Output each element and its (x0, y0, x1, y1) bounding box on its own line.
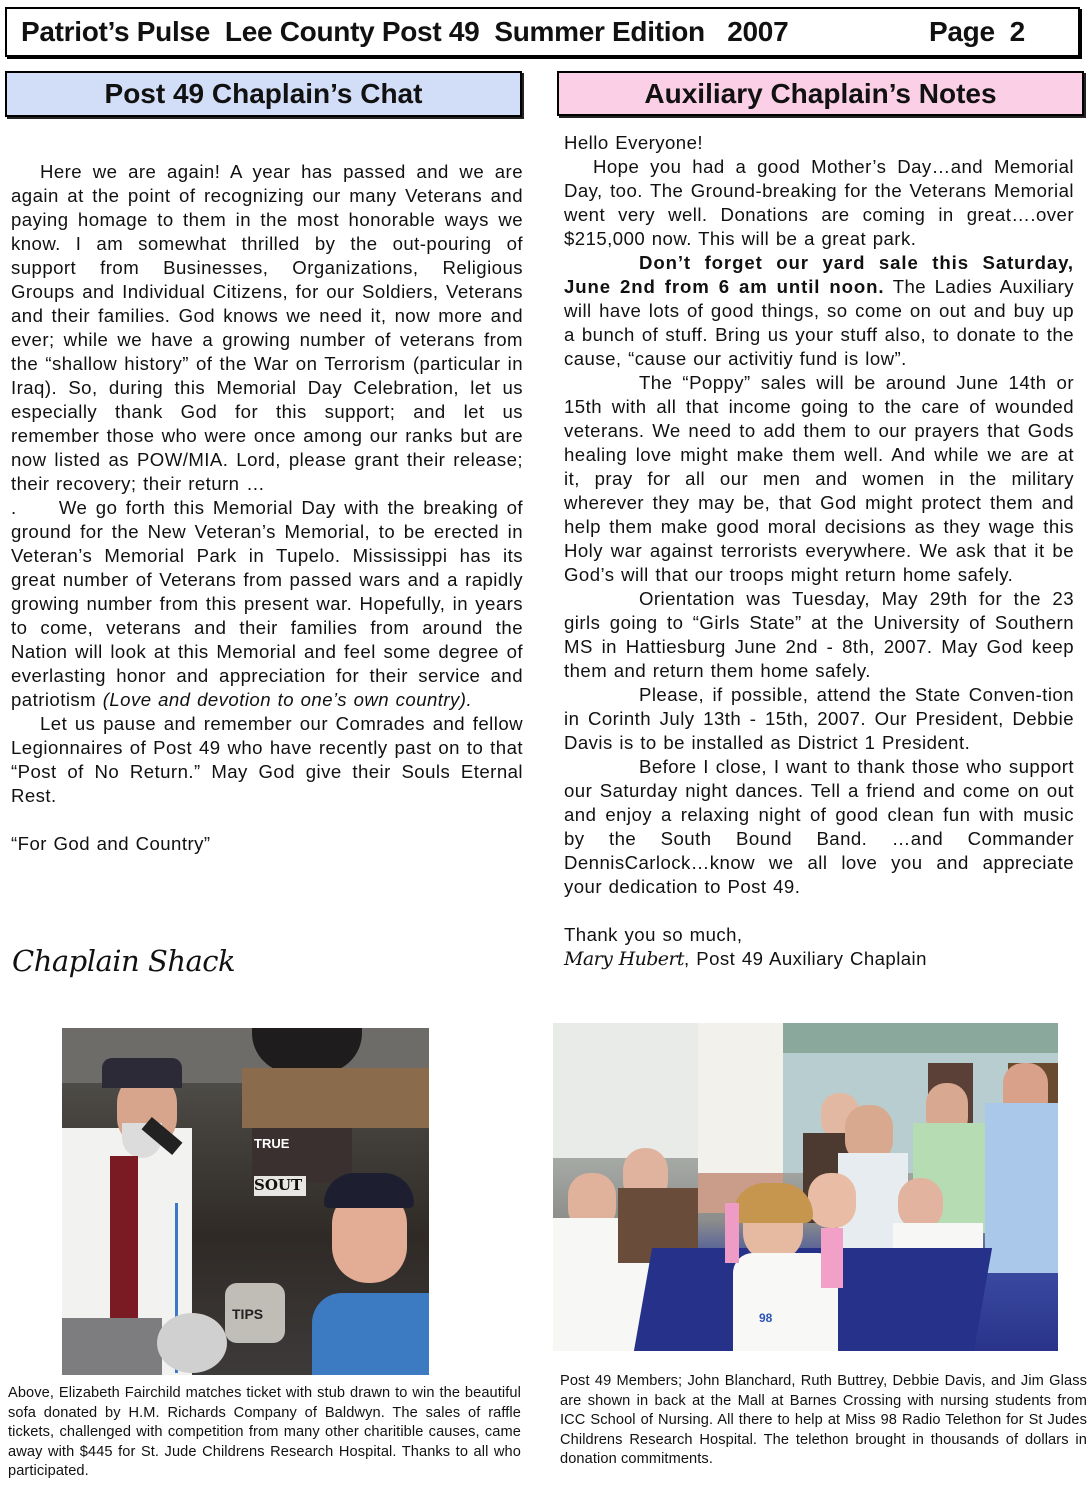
raffle-photo (62, 1028, 429, 1375)
chaplain-chat-article (11, 160, 523, 856)
motto: “For God and Country” (11, 833, 211, 854)
right-section-heading: Auxiliary Chaplain’s Notes (557, 71, 1084, 116)
article-paragraph (11, 496, 523, 712)
article-paragraph: Before I close, I want to thank those who support our Saturday night dances. Tell a friend and come on out and enjoy a relaxing night of good clean fun with music by the South Bound Band. …and Commander DennisCarlock…know we all love you and appreciate your dedication to Post 49. (564, 756, 1074, 897)
signature-line (564, 947, 1074, 971)
auxiliary-notes-article (564, 131, 1074, 971)
newsletter-title: Patriot’s Pulse Lee County Post 49 Summer Edition 2007 (21, 16, 789, 47)
page-number: Page 2 (929, 16, 1025, 47)
italic-definition: (Love and devotion to one’s own country). (102, 689, 473, 710)
article-paragraph: Here we are again! A year has passed and we are again at the point of recognizing our many Veterans and paying homage to them in the most honorable ways we know. I am somewhat thrilled by the out-pouring of support from Businesses, Organizations, Religious Groups and Individual Citizens, for our Soldiers, Veterans and their families. God knows we need it, now more and ever; while we have a growing number of veterans from the “shallow history” of the War on Terrorism (particular in Iraq). So, during this Memorial Day Celebration, let us especially thank God for this support; and let us remember those who were once among our ranks but are now listed as POW/MIA. Lord, please grant their release; their recovery; their return … (11, 161, 523, 494)
masthead (5, 7, 1080, 57)
tips-jar-label: TIPS (232, 1306, 264, 1322)
raffle-photo-caption: Above, Elizabeth Fairchild matches ticket with stub drawn to win the beautiful sofa donated by H.M. Richards Company of Baldwyn. The sales of raffle tickets, challenged with competition from many other charitible causes, came away with $445 for St. Jude Childrens Research Hospital. Thanks to all who participated. (8, 1385, 521, 1479)
telethon-photo-caption: Post 49 Members; John Blanchard, Ruth Buttrey, Debbie Davis, and Jim Glass are shown in back at the Mall at Barnes Crossing with nursing students from ICC School of Nursing. All there to help at Miss 98 Radio Telethon for St Judes Childrens Research Hospital. The telethon brought in thousands of dollars in donation commitments. (560, 1373, 1087, 1467)
chaplain-signature: Chaplain Shack (12, 944, 236, 978)
article-paragraph: Orientation was Tuesday, May 29th for the 23 girls going to “Girls State” at the University of Southern MS in Hattiesburg June 2nd - 8th, 2007. May God keep them and return them home safely. (564, 588, 1074, 681)
article-paragraph: The “Poppy” sales will be around June 14th or 15th with all that income going to the care of wounded veterans. We need to add them to our prayers that Gods healing love might make them well. And while we are at it, pray for all our men and women in the military wherever they may be, that God might protect them and help them make good moral decisions as they wage this Holy war against terrorists everywhere. We ask that it be God’s will that our troops might return home safely. (564, 372, 1074, 585)
paragraph-text: The Ladies Auxiliary will have lots of good things, so come on out and buy up a bunch of stuff. Bring us your stuff also, to donate to the cause, “cause our activitiy fund is low”. (564, 276, 1074, 369)
article-paragraph: Let us pause and remember our Comrades and fellow Legionnaires of Post 49 who have recently past on to that “Post of No Return.” May God give their Souls Eternal Rest. (11, 713, 523, 806)
greeting: Hello Everyone! (564, 132, 704, 153)
left-section-heading: Post 49 Chaplain’s Chat (5, 71, 522, 117)
article-paragraph: Please, if possible, attend the State Conven-tion in Corinth July 13th - 15th, 2007. Our President, Debbie Davis is to be installed as District 1 President. (564, 684, 1074, 753)
paragraph-text: We go forth this Memorial Day with the breaking of ground for the New Veteran’s Memorial, to be erected in Veteran’s Memorial Park in Tupelo. Mississippi has its great number of Veterans from passed wars and a rapidly growing number from this present war. Hopefully, in years to come, veterans and their families from around the Nation will look at this Memorial and feel some degree of everlasting honor and appreciation for their service and patriotism (11, 497, 523, 710)
signature-title: , Post 49 Auxiliary Chaplain (683, 948, 927, 969)
closing: Thank you so much, (564, 924, 743, 945)
banner-sign: TRUE (254, 1136, 290, 1151)
yard-sale-notice: Don’t forget our yard sale this Saturday, June 2nd from 6 am until noon. (564, 252, 1074, 297)
article-paragraph (564, 251, 1074, 371)
telethon-group-photo (553, 1023, 1058, 1351)
auxiliary-signature: Mary Hubert (564, 948, 684, 970)
stray-period: . (11, 497, 17, 518)
miss98-logo: 98 (759, 1311, 773, 1325)
band-sign: SOUT (254, 1176, 306, 1196)
article-paragraph: Hope you had a good Mother’s Day…and Memorial Day, too. The Ground-breaking for the Veterans Memorial went very well. Donations are coming in great….over $215,000 now. This will be a great park. (564, 156, 1074, 249)
